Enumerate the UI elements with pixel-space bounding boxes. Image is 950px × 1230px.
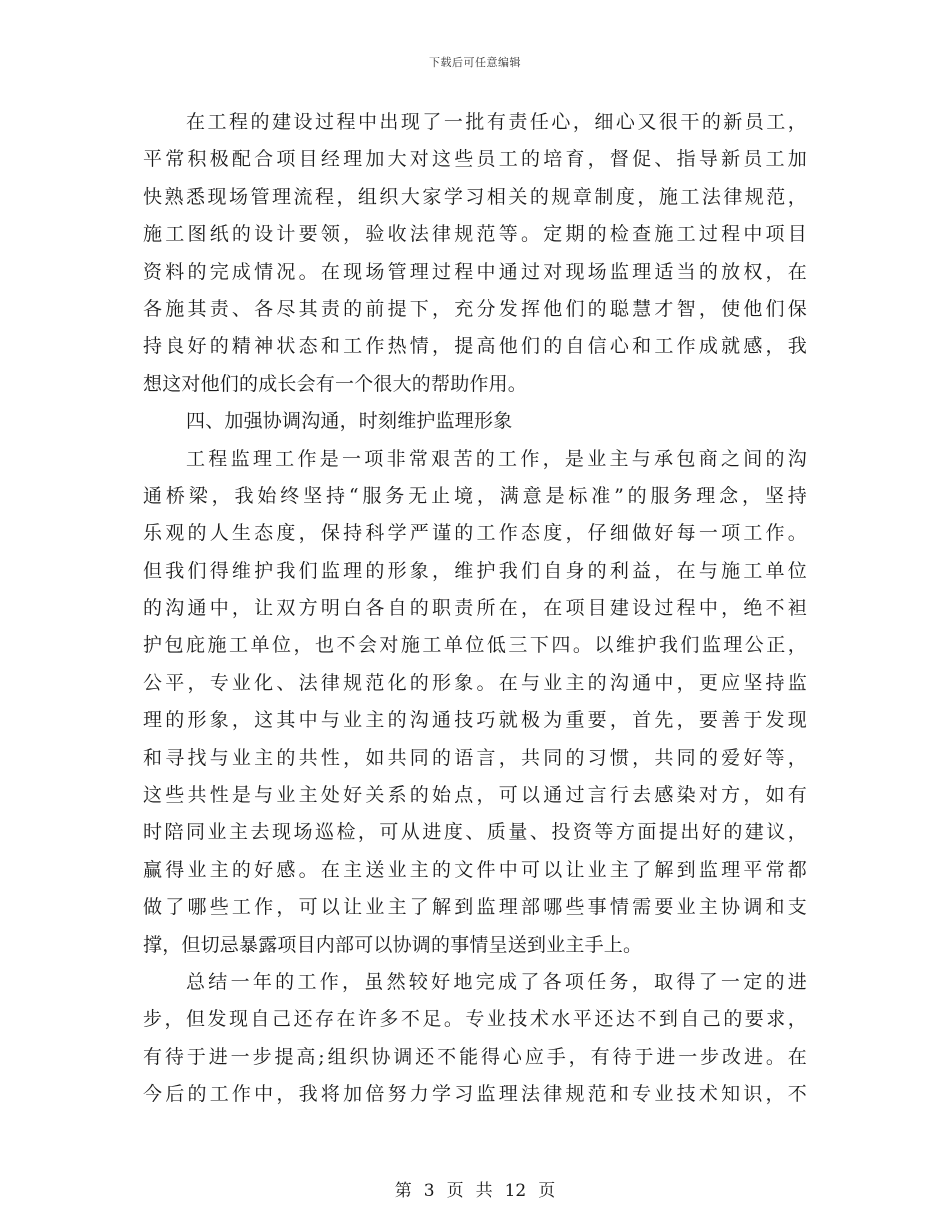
footer-suffix: 页 xyxy=(538,1181,556,1201)
text-line: 公平，专业化、法律规范化的形象。在与业主的沟通中，更应坚持监 xyxy=(143,671,807,694)
text-line: 和寻找与业主的共性，如共同的语言，共同的习惯，共同的爱好等， xyxy=(143,746,807,769)
text-line: 但我们得维护我们监理的形象，维护我们自身的利益，在与施工单位 xyxy=(143,559,807,582)
text-line: 持良好的精神状态和工作热情，提高他们的自信心和工作成就感，我 xyxy=(143,335,807,358)
text-line: 赢得业主的好感。在主送业主的文件中可以让业主了解到监理平常都 xyxy=(143,858,807,881)
text-line: 平常积极配合项目经理加大对这些员工的培育，督促、指导新员工加 xyxy=(143,148,807,171)
text-line: 做了哪些工作，可以让业主了解到监理部哪些事情需要业主协调和支 xyxy=(143,896,807,919)
text-line: 想这对他们的成长会有一个很大的帮助作用。 xyxy=(143,372,528,395)
text-line: 总结一年的工作，虽然较好地完成了各项任务，取得了一定的进 xyxy=(186,970,807,993)
text-line: 施工图纸的设计要领，验收法律规范等。定期的检查施工过程中项目 xyxy=(143,223,807,246)
text-line: 工程监理工作是一项非常艰苦的工作，是业主与承包商之间的沟 xyxy=(186,447,807,470)
text-line: 四、加强协调沟通，时刻维护监理形象 xyxy=(186,410,513,433)
page-header: 下载后可任意编辑 xyxy=(429,56,521,69)
text-line: 乐观的人生态度，保持科学严谨的工作态度，仔细做好每一项工作。 xyxy=(143,522,807,545)
text-line: 步，但发现自己还存在许多不足。专业技术水平还达不到自己的要求， xyxy=(143,1008,807,1031)
text-line: 有待于进一步提高;组织协调还不能得心应手，有待于进一步改进。在 xyxy=(143,1045,807,1068)
text-line: 护包庇施工单位，也不会对施工单位低三下四。以维护我们监理公正， xyxy=(143,634,807,657)
text-line: 资料的完成情况。在现场管理过程中通过对现场监理适当的放权，在 xyxy=(143,260,807,283)
footer-total-pages: 12 xyxy=(504,1181,527,1201)
text-line: 时陪同业主去现场巡检，可从进度、质量、投资等方面提出好的建议， xyxy=(143,821,807,844)
text-line: 在工程的建设过程中出现了一批有责任心，细心又很干的新员工， xyxy=(186,111,807,133)
footer-page-label: 页 xyxy=(446,1181,464,1201)
page-footer xyxy=(0,1176,950,1201)
text-line: 通桥梁，我始终坚持“服务无止境，满意是标准”的服务理念，坚持 xyxy=(143,484,807,507)
text-line: 的沟通中，让双方明白各自的职责所在，在项目建设过程中，绝不袒 xyxy=(143,597,807,620)
footer-prefix: 第 xyxy=(394,1181,412,1201)
footer-page-number: 3 xyxy=(423,1181,435,1201)
text-line: 撑，但切忌暴露项目内部可以协调的事情呈送到业主手上。 xyxy=(143,933,643,956)
text-line: 今后的工作中，我将加倍努力学习监理法律规范和专业技术知识，不 xyxy=(143,1083,807,1106)
text-line: 快熟悉现场管理流程，组织大家学习相关的规章制度，施工法律规范， xyxy=(143,185,807,208)
text-line: 这些共性是与业主处好关系的始点，可以通过言行去感染对方，如有 xyxy=(143,784,807,807)
text-line: 理的形象，这其中与业主的沟通技巧就极为重要，首先，要善于发现 xyxy=(143,709,807,732)
text-line: 各施其责、各尽其责的前提下，充分发挥他们的聪慧才智，使他们保 xyxy=(143,297,807,320)
document-body xyxy=(143,104,807,1114)
footer-total-label: 共 xyxy=(475,1181,493,1201)
